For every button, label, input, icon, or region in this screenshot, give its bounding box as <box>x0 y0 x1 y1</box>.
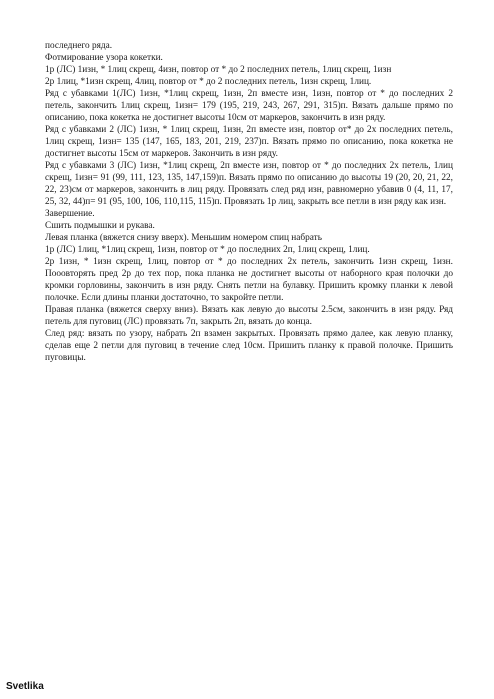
paragraph-9: Сшить подмышки и рукава. <box>45 221 155 231</box>
paragraph-3: 1р (ЛС) 1изн, * 1лиц скрещ, 4изн, повтор от * до 2 последних петель, 1лиц скрещ, 1изн <box>45 65 392 75</box>
paragraph-8: Завершение. <box>45 209 95 219</box>
paragraph-6: Ряд с убавками 2 (ЛС) 1изн, * 1лиц скрещ, 1изн, 2п вместе изн, повтор от* до 2х последних петель, 1лиц скрещ, 1изн= 135 (147, 165, 183, 201, 219, 237)п. Вязать прямо по описанию, пока кокетка не достигнет высоты 15см от маркеров. Закончить в изн ряду. <box>45 125 453 159</box>
paragraph-7: Ряд с убавками 3 (ЛС) 1изн, *1лиц скрещ, 2п вместе изн, повтор от * до последних 2х петель, 1лиц скрещ, 1изн= 91 (99, 111, 123, 135, 147,159)п. Вязать прямо по описанию до высоты 19 (20, 20, 21, 22, 22, 23)см от маркеров, закончить в лиц ряду. Провязать след ряд изн, равномерно убавив 0 (4, 11, 17, 25, 32, 44)п= 91 (95, 100, 106, 110,115, 115)п. Провязать 1р лиц, закрыть все петли в изн ряду как изн. <box>45 161 453 207</box>
paragraph-11: 1р (ЛС) 1лиц, *1лиц скрещ, 1изн, повтор от * до последних 2п, 1лиц скрещ, 1лиц. <box>45 245 370 255</box>
paragraph-5: Ряд с убавками 1(ЛС) 1изн, *1лиц скрещ, 1изн, 2п вместе изн, 1изн, повтор от * до последних 2 петель, закончить 1лиц скрещ, 1изн= 179 (195, 219, 243, 267, 291, 315)п. Вязать дальше прямо по описанию, пока кокетка не достигнет высоты 10см от маркеров, закончить в изн ряду. <box>45 89 453 123</box>
paragraph-14: След ряд: вязать по узору, набрать 2п взамен закрытых. Провязать прямо далее, как левую планку, сделав еще 2 петли для пуговиц в течение след 10см. Пришить планку к правой полочке. Пришить пуговицы. <box>45 329 453 363</box>
paragraph-13: Правая планка (вяжется сверху вниз). Вязать как левую до высоты 2.5см, закончить в изн ряду. Ряд петель для пуговиц (ЛС) провязать 7п, закрыть 2п, вязать до конца. <box>45 305 453 327</box>
paragraph-12: 2р 1изн, * 1изн скрещ, 1лиц, повтор от * до последних 2х петель, закончить 1изн скрещ, 1изн. Пооовторять пред 2р до тех пор, пока планка не достигнет высоты от наборного края полочки до кромки горловины, закончить в изн ряду. Снять петли на булавку. Пришить кромку планки к левой полочке. Если длины планки достаточно, то закройте петли. <box>45 257 453 303</box>
paragraph-1: последнего ряда. <box>45 41 113 51</box>
paragraph-10: Левая планка (вяжется снизу вверх). Меньшим номером спиц набрать <box>45 233 322 243</box>
watermark: Svetlika <box>6 681 44 692</box>
paragraph-2: Фотмирование узора кокетки. <box>45 53 163 63</box>
document-body <box>45 40 453 364</box>
paragraph-4: 2р 1лиц, *1изн скрещ, 4лиц, повтор от * до 2 последних петель, 1изн скрещ, 1лиц. <box>45 77 372 87</box>
